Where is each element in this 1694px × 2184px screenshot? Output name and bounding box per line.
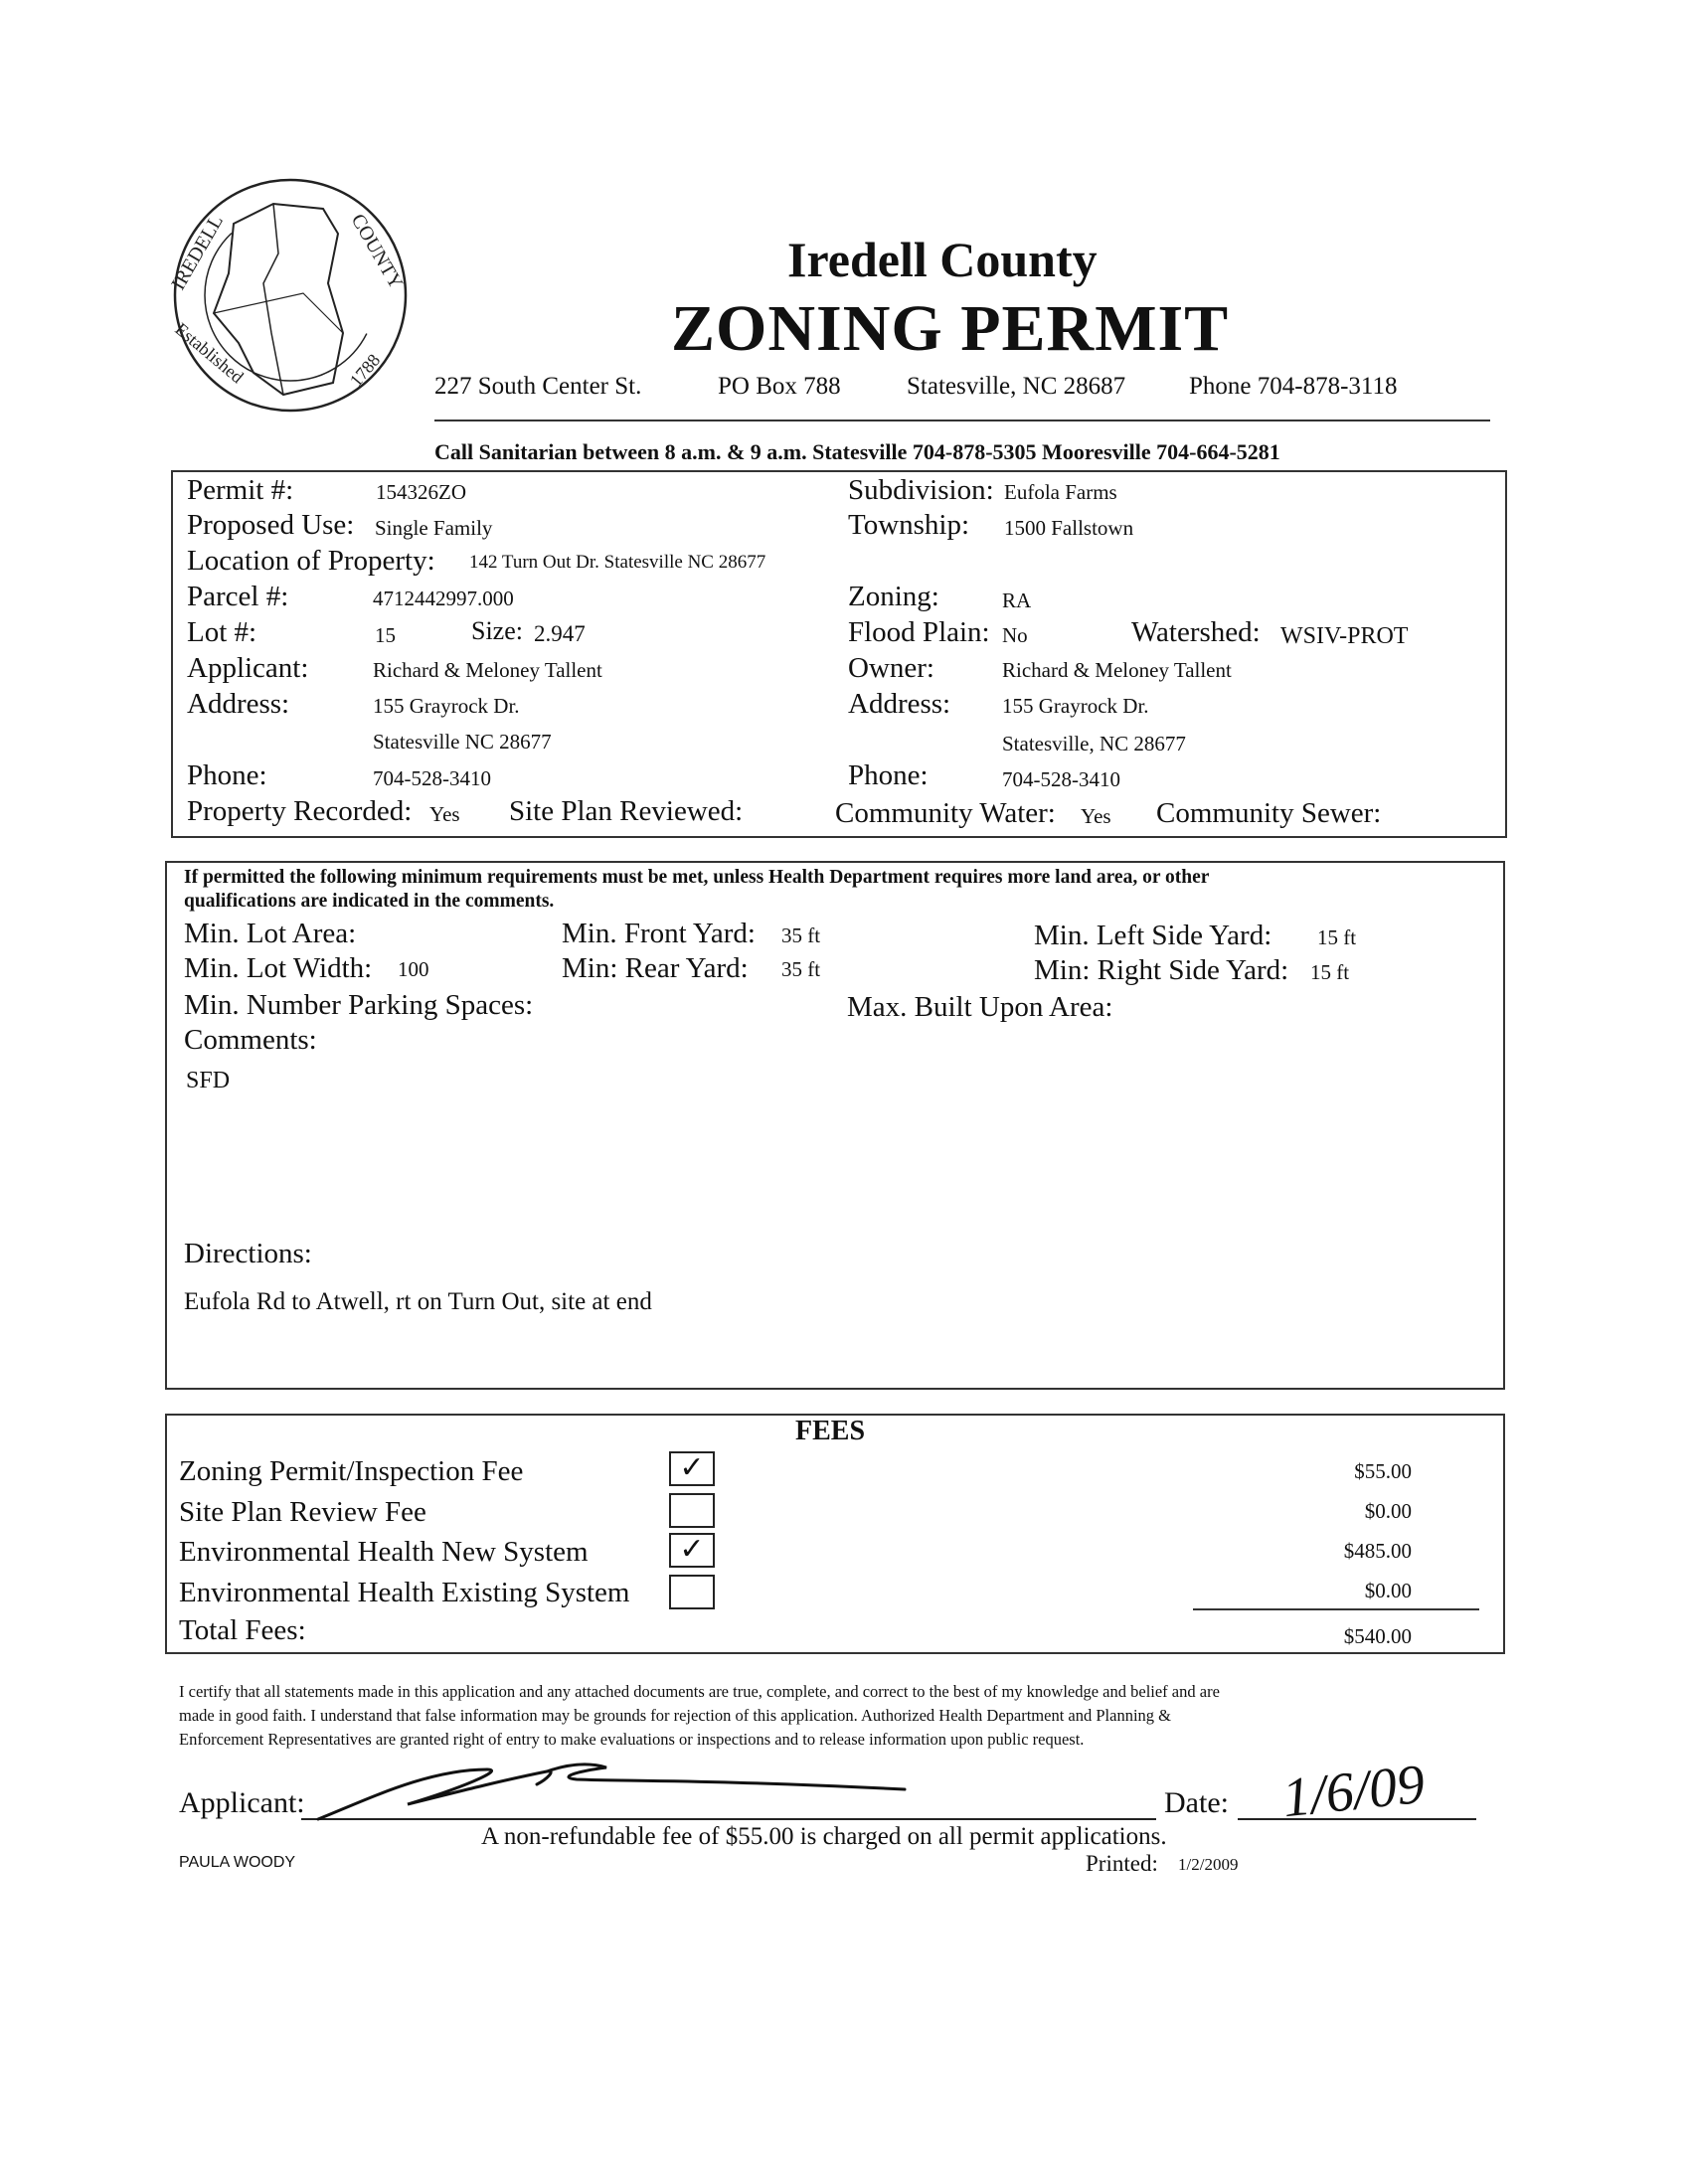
community-water: Yes (1081, 804, 1111, 828)
date-handwritten: 1/6/09 (1279, 1753, 1428, 1830)
requirements-intro-line2: qualifications are indicated in the comments. (184, 891, 555, 912)
requirements-intro: If permitted the following minimum requirements must be met, unless Health Department requires more land area, or other (184, 867, 1210, 888)
location-label: Location of Property: (187, 545, 435, 577)
size-label: Size: (471, 616, 523, 645)
min-right-side-yard: 15 ft (1310, 960, 1350, 984)
zoning: RA (1002, 588, 1032, 612)
seal-text-year: 1788 (345, 350, 385, 391)
fees-title: FEES (795, 1416, 866, 1446)
owner-address-line1: 155 Grayrock Dr. (1002, 694, 1149, 718)
seal-text-established: Established (171, 318, 248, 388)
fee-checkbox-zoning[interactable]: ✓ (669, 1451, 715, 1486)
lot: 15 (375, 623, 396, 647)
owner-label: Owner: (848, 652, 934, 684)
fee-amount-env-existing: $0.00 (1364, 1579, 1412, 1602)
min-rear-yard: 35 ft (781, 957, 821, 981)
directions: Eufola Rd to Atwell, rt on Turn Out, site at end (184, 1288, 652, 1315)
min-parking-label: Min. Number Parking Spaces: (184, 989, 534, 1021)
owner-address-label: Address: (848, 688, 951, 720)
size: 2.947 (534, 621, 586, 646)
zoning-label: Zoning: (848, 581, 939, 612)
certification-line3: Enforcement Representatives are granted right of entry to make evaluations or inspections and to release information upon public request. (179, 1730, 1085, 1749)
non-refundable-fee-note: A non-refundable fee of $55.00 is charged on all permit applications. (481, 1823, 1167, 1850)
fee-amount-zoning: $55.00 (1354, 1459, 1412, 1483)
max-built-area-label: Max. Built Upon Area: (847, 991, 1113, 1023)
min-front-yard-label: Min. Front Yard: (562, 918, 756, 949)
directions-label: Directions: (184, 1238, 312, 1269)
printed-date: 1/2/2009 (1178, 1855, 1239, 1874)
permit-no-label: Permit #: (187, 474, 294, 506)
subdivision: Eufola Farms (1004, 480, 1117, 504)
comments: SFD (186, 1068, 231, 1093)
min-left-side-yard-label: Min. Left Side Yard: (1034, 920, 1272, 951)
location: 142 Turn Out Dr. Statesville NC 28677 (469, 552, 766, 573)
proposed-use: Single Family (375, 516, 493, 540)
permit-no: 154326ZO (376, 480, 466, 504)
min-rear-yard-label: Min: Rear Yard: (562, 952, 749, 984)
fees-total-divider (1193, 1608, 1479, 1610)
county-name: Iredell County (787, 232, 1098, 287)
comments-label: Comments: (184, 1024, 317, 1056)
fee-label-zoning: Zoning Permit/Inspection Fee (179, 1455, 524, 1487)
clerk-name: PAULA WOODY (179, 1854, 296, 1871)
flood-plain: No (1002, 623, 1028, 647)
proposed-use-label: Proposed Use: (187, 509, 355, 541)
county-seal (154, 174, 427, 418)
office-po-box: PO Box 788 (718, 373, 841, 400)
header-divider (434, 420, 1490, 421)
owner-phone: 704-528-3410 (1002, 767, 1120, 791)
page-title: ZONING PERMIT (671, 292, 1230, 365)
fees-box (165, 1414, 1505, 1654)
seal-text-county: IREDELL (167, 211, 228, 294)
parcel: 4712442997.000 (373, 587, 514, 610)
sanitarian-note: Call Sanitarian between 8 a.m. & 9 a.m. Statesville 704-878-5305 Mooresville 704-664-5281 (434, 439, 1280, 464)
owner: Richard & Meloney Tallent (1002, 658, 1232, 682)
township-label: Township: (848, 509, 970, 541)
property-recorded-label: Property Recorded: (187, 795, 413, 827)
certification-line1: I certify that all statements made in this application and any attached documents are true, complete, and correct to the best of my knowledge and belief and are (179, 1682, 1220, 1701)
fee-label-env-new: Environmental Health New System (179, 1536, 589, 1568)
fee-checkbox-site-plan[interactable] (669, 1493, 715, 1528)
fee-amount-site-plan: $0.00 (1364, 1499, 1412, 1523)
community-sewer-label: Community Sewer: (1156, 797, 1382, 829)
seal-text-county-word: COUNTY (346, 210, 408, 293)
certification-line2: made in good faith. I understand that false information may be grounds for rejection of this application. Authorized Health Department and Planning & (179, 1706, 1171, 1725)
applicant: Richard & Meloney Tallent (373, 658, 602, 682)
owner-phone-label: Phone: (848, 759, 929, 791)
office-phone: Phone 704-878-3118 (1189, 373, 1398, 400)
fee-checkbox-env-existing[interactable] (669, 1575, 715, 1609)
office-address: 227 South Center St. (434, 373, 642, 400)
watershed: WSIV-PROT (1280, 623, 1409, 649)
applicant-phone-label: Phone: (187, 759, 267, 791)
min-lot-width-label: Min. Lot Width: (184, 952, 373, 984)
total-fees: $540.00 (1343, 1624, 1412, 1648)
fee-amount-env-new: $485.00 (1343, 1539, 1412, 1563)
applicant-signature-label: Applicant: (179, 1786, 305, 1819)
applicant-signature (308, 1750, 944, 1829)
property-recorded: Yes (429, 802, 460, 826)
fee-label-env-existing: Environmental Health Existing System (179, 1577, 630, 1608)
min-lot-area-label: Min. Lot Area: (184, 918, 357, 949)
min-left-side-yard: 15 ft (1317, 925, 1357, 949)
lot-label: Lot #: (187, 616, 257, 648)
applicant-phone: 704-528-3410 (373, 766, 491, 790)
applicant-address-line2: Statesville NC 28677 (373, 730, 552, 754)
owner-address-line2: Statesville, NC 28677 (1002, 732, 1186, 756)
total-fees-label: Total Fees: (179, 1614, 306, 1646)
site-plan-reviewed-label: Site Plan Reviewed: (509, 795, 744, 827)
fee-label-site-plan: Site Plan Review Fee (179, 1496, 426, 1528)
parcel-label: Parcel #: (187, 581, 289, 612)
min-lot-width: 100 (398, 957, 429, 981)
date-label: Date: (1164, 1786, 1229, 1819)
applicant-address-label: Address: (187, 688, 290, 720)
min-front-yard: 35 ft (781, 924, 821, 947)
permit-info-box (171, 470, 1507, 838)
applicant-label: Applicant: (187, 652, 309, 684)
subdivision-label: Subdivision: (848, 474, 994, 506)
watershed-label: Watershed: (1131, 616, 1261, 648)
printed-label: Printed: (1086, 1851, 1158, 1876)
flood-plain-label: Flood Plain: (848, 616, 990, 648)
fee-checkbox-env-new[interactable]: ✓ (669, 1533, 715, 1568)
applicant-address-line1: 155 Grayrock Dr. (373, 694, 520, 718)
min-right-side-yard-label: Min: Right Side Yard: (1034, 954, 1289, 986)
office-city: Statesville, NC 28687 (907, 373, 1126, 400)
township: 1500 Fallstown (1004, 516, 1134, 540)
community-water-label: Community Water: (835, 797, 1056, 829)
